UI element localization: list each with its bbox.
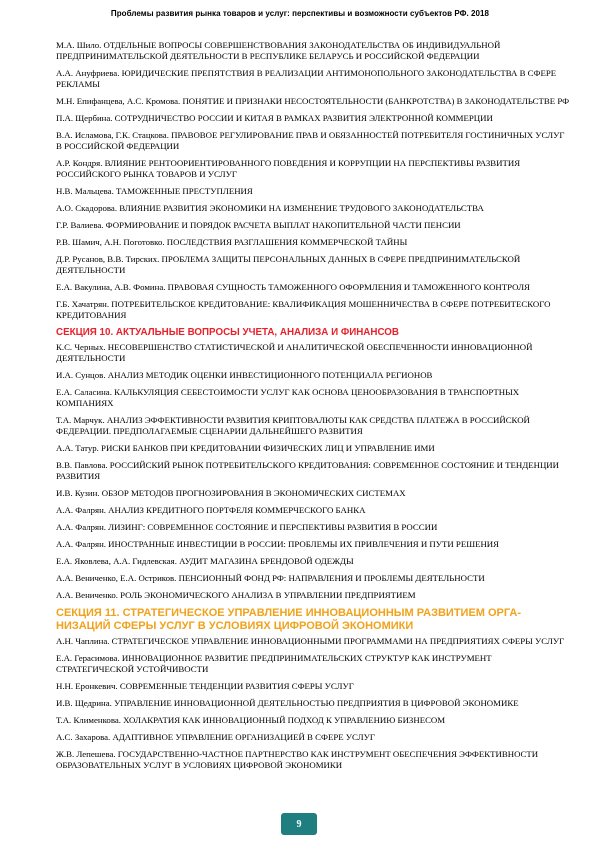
contents-list bbox=[56, 40, 570, 777]
toc-entry: Д.Р. Русанов, В.В. Тирских. ПРОБЛЕМА ЗАЩИТЫ ПЕРСОНАЛЬНЫХ ДАННЫХ В СФЕРЕ ПРЕДПРИНИМАТЕЛЬСКОЙ ДЕЯТЕЛЬНОСТИ bbox=[56, 254, 521, 275]
section-10-entries bbox=[56, 342, 570, 601]
toc-entry: А.А. Вениченко. РОЛЬ ЭКОНОМИЧЕСКОГО АНАЛИЗА В УПРАВЛЕНИИ ПРЕДПРИЯТИЕМ bbox=[56, 590, 416, 600]
toc-entry: М.Н. Епифанцева, А.С. Кромова. ПОНЯТИЕ И ПРИЗНАКИ НЕСОСТОЯТЕЛЬНОСТИ (БАНКРОТСТВА) В ЗАКОНОДАТЕЛЬСТВЕ РФ bbox=[56, 96, 570, 106]
toc-entry: Т.А. Марчук. АНАЛИЗ ЭФФЕКТИВНОСТИ РАЗВИТИЯ КРИПТОВАЛЮТЫ КАК СРЕДСТВА ПЛАТЕЖА В РОССИЙСКОЙ ФЕДЕРАЦИИ. ПРЕДПОЛАГАЕМЫЕ СЦЕНАРИИ ДАЛЬНЕЙШЕГО РАЗВИТИЯ bbox=[56, 415, 530, 436]
toc-entry: Н.В. Мальцева. ТАМОЖЕННЫЕ ПРЕСТУПЛЕНИЯ bbox=[56, 186, 253, 196]
toc-entry: А.А. Ануфриева. ЮРИДИЧЕСКИЕ ПРЕПЯТСТВИЯ В РЕАЛИЗАЦИИ АНТИМОНОПОЛЬНОГО ЗАКОНОДАТЕЛЬСТВА В СФЕРЕ РЕКЛАМЫ bbox=[56, 68, 557, 89]
toc-entry: Ж.В. Лепешева. ГОСУДАРСТВЕННО-ЧАСТНОЕ ПАРТНЕРСТВО КАК ИНСТРУМЕНТ ОБЕСПЕЧЕНИЯ ЭФФЕКТИВНОСТИ ОБРАЗОВАТЕЛЬНЫХ УСЛУГ В УСЛОВИЯХ ЦИФРОВОЙ ЭКОНОМИКИ bbox=[56, 749, 539, 770]
toc-entry: Е.А. Саласина. КАЛЬКУЛЯЦИЯ СЕБЕСТОИМОСТИ УСЛУГ КАК ОСНОВА ЦЕНООБРАЗОВАНИЯ В ТРАНСПОРТНЫХ КОМПАНИЯХ bbox=[56, 387, 520, 408]
page-number-badge: 9 bbox=[281, 813, 317, 835]
toc-entry: А.А. Фалрян. АНАЛИЗ КРЕДИТНОГО ПОРТФЕЛЯ КОММЕРЧЕСКОГО БАНКА bbox=[56, 505, 366, 515]
running-header: Проблемы развития рынка товаров и услуг: перспективы и возможности субъектов РФ. 2018 bbox=[110, 9, 490, 18]
section-11-heading: СЕКЦИЯ 11. СТРАТЕГИЧЕСКОЕ УПРАВЛЕНИЕ ИННОВАЦИОННЫМ РАЗВИТИЕМ ОРГА-НИЗАЦИЙ СФЕРЫ УСЛУГ В УСЛОВИЯХ ЦИФРОВОЙ ЭКОНОМИКИ bbox=[56, 607, 522, 632]
section-11-entries bbox=[56, 636, 570, 771]
toc-entry: Е.А. Яковлева, А.А. Гидлевская. АУДИТ МАГАЗИНА БРЕНДОВОЙ ОДЕЖДЫ bbox=[56, 556, 354, 566]
toc-entry: Г.Р. Валиева. ФОРМИРОВАНИЕ И ПОРЯДОК РАСЧЕТА ВЫПЛАТ НАКОПИТЕЛЬНОЙ ЧАСТИ ПЕНСИИ bbox=[56, 220, 461, 230]
toc-entry: Р.В. Шамич, А.Н. Поготовко. ПОСЛЕДСТВИЯ РАЗГЛАШЕНИЯ КОММЕРЧЕСКОЙ ТАЙНЫ bbox=[56, 237, 408, 247]
toc-entry: А.А. Фалрян. ЛИЗИНГ: СОВРЕМЕННОЕ СОСТОЯНИЕ И ПЕРСПЕКТИВЫ РАЗВИТИЯ В РОССИИ bbox=[56, 522, 438, 532]
toc-entry: А.А. Вениченко, Е.А. Остриков. ПЕНСИОННЫЙ ФОНД РФ: НАПРАВЛЕНИЯ И ПРОБЛЕМЫ ДЕЯТЕЛЬНОСТИ bbox=[56, 573, 485, 583]
toc-entry: В.А. Исламова, Г.К. Стацкова. ПРАВОВОЕ РЕГУЛИРОВАНИЕ ПРАВ И ОБЯЗАННОСТЕЙ ПОТРЕБИТЕЛЯ ГОСТИНИЧНЫХ УСЛУГ В РОССИЙСКОЙ ФЕДЕРАЦИИ bbox=[56, 130, 565, 151]
toc-entry: И.А. Сунцов. АНАЛИЗ МЕТОДИК ОЦЕНКИ ИНВЕСТИЦИОННОГО ПОТЕНЦИАЛА РЕГИОНОВ bbox=[56, 370, 433, 380]
toc-entry: Г.Б. Хачатрян. ПОТРЕБИТЕЛЬСКОЕ КРЕДИТОВАНИЕ: КВАЛИФИКАЦИЯ МОШЕННИЧЕСТВА В СФЕРЕ ПОТРЕБИТЕСКОГО КРЕДИТОВАНИЯ bbox=[56, 299, 551, 320]
entries-group-top bbox=[56, 40, 570, 321]
toc-entry: К.С. Черных. НЕСОВЕРШЕНСТВО СТАТИСТИЧЕСКОЙ И АНАЛИТИЧЕСКОЙ ОБЕСПЕЧЕННОСТИ ИННОВАЦИОННОЙ ДЕЯТЕЛЬНОСТИ bbox=[56, 342, 533, 363]
toc-entry: Е.А. Герасимова. ИННОВАЦИОННОЕ РАЗВИТИЕ ПРЕДПРИНИМАТЕЛЬСКИХ СТРУКТУР КАК ИНСТРУМЕНТ СТРАТЕГИЧЕСКОЙ УСТОЙЧИВОСТИ bbox=[56, 653, 492, 674]
toc-entry: М.А. Шило. ОТДЕЛЬНЫЕ ВОПРОСЫ СОВЕРШЕНСТВОВАНИЯ ЗАКОНОДАТЕЛЬСТВА ОБ ИНДИВИДУАЛЬНОЙ ПРЕДПРИНИМАТЕЛЬСКОЙ ДЕЯТЕЛЬНОСТИ В РЕСПУБЛИКЕ БЕЛАРУСЬ И РОССИЙСКОЙ ФЕДЕРАЦИИ bbox=[56, 40, 501, 61]
toc-entry: А.Н. Чаплина. СТРАТЕГИЧЕСКОЕ УПРАВЛЕНИЕ ИННОВАЦИОННЫМИ ПРОГРАММАМИ НА ПРЕДПРИЯТИЯХ СФЕРЫ УСЛУГ bbox=[56, 636, 565, 646]
toc-entry: В.В. Павлова. РОССИЙСКИЙ РЫНОК ПОТРЕБИТЕЛЬСКОГО КРЕДИТОВАНИЯ: СОВРЕМЕННОЕ СОСТОЯНИЕ И ТЕНДЕНЦИИ РАЗВИТИЯ bbox=[56, 460, 560, 481]
toc-entry: А.Р. Кондря. ВЛИЯНИЕ РЕНТООРИЕНТИРОВАННОГО ПОВЕДЕНИЯ И КОРРУПЦИИ НА ПЕРСПЕКТИВЫ РАЗВИТИЯ РОССИЙСКОГО РЫНКА ТОВАРОВ И УСЛУГ bbox=[56, 158, 521, 179]
toc-entry: Е.А. Вакулина, А.В. Фомина. ПРАВОВАЯ СУЩНОСТЬ ТАМОЖЕННОГО ОФОРМЛЕНИЯ И ТАМОЖЕННОГО КОНТРОЛЯ bbox=[56, 282, 530, 292]
toc-entry: И.В. Щедрина. УПРАВЛЕНИЕ ИННОВАЦИОННОЙ ДЕЯТЕЛЬНОСТЬЮ ПРЕДПРИЯТИЯ В ЦИФРОВОЙ ЭКОНОМИКЕ bbox=[56, 698, 519, 708]
toc-entry: Т.А. Клименкова. ХОЛАКРАТИЯ КАК ИННОВАЦИОННЫЙ ПОДХОД К УПРАВЛЕНИЮ БИЗНЕСОМ bbox=[56, 715, 446, 725]
toc-entry: И.В. Кузин. ОБЗОР МЕТОДОВ ПРОГНОЗИРОВАНИЯ В ЭКОНОМИЧЕСКИХ СИСТЕМАХ bbox=[56, 488, 406, 498]
toc-entry: П.А. Щербина. СОТРУДНИЧЕСТВО РОССИИ И КИТАЯ В РАМКАХ РАЗВИТИЯ ЭЛЕКТРОННОЙ КОММЕРЦИИ bbox=[56, 113, 493, 123]
toc-entry: А.С. Захарова. АДАПТИВНОЕ УПРАВЛЕНИЕ ОРГАНИЗАЦИЕЙ В СФЕРЕ УСЛУГ bbox=[56, 732, 375, 742]
toc-entry: А.А. Татур. РИСКИ БАНКОВ ПРИ КРЕДИТОВАНИИ ФИЗИЧЕСКИХ ЛИЦ И УПРАВЛЕНИЕ ИМИ bbox=[56, 443, 435, 453]
toc-entry: А.О. Скадорова. ВЛИЯНИЕ РАЗВИТИЯ ЭКОНОМИКИ НА ИЗМЕНЕНИЕ ТРУДОВОГО ЗАКОНОДАТЕЛЬСТВА bbox=[56, 203, 484, 213]
section-10-heading: СЕКЦИЯ 10. АКТУАЛЬНЫЕ ВОПРОСЫ УЧЕТА, АНАЛИЗА И ФИНАНСОВ bbox=[56, 327, 399, 338]
toc-entry: А.А. Фалрян. ИНОСТРАННЫЕ ИНВЕСТИЦИИ В РОССИИ: ПРОБЛЕМЫ ИХ ПРИВЛЕЧЕНИЯ И ПУТИ РЕШЕНИЯ bbox=[56, 539, 500, 549]
toc-entry: Н.Н. Еронкевич. СОВРЕМЕННЫЕ ТЕНДЕНЦИИ РАЗВИТИЯ СФЕРЫ УСЛУГ bbox=[56, 681, 354, 691]
